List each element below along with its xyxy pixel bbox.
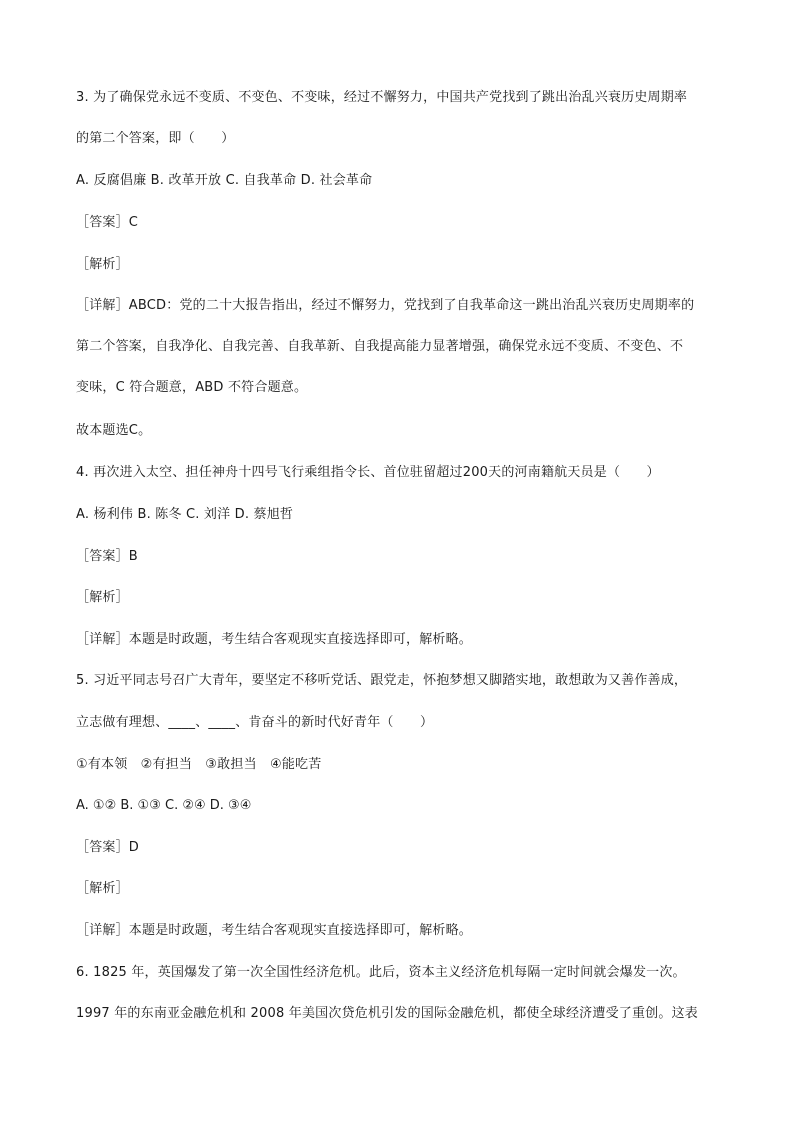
question-3-detail-line-1: ［详解］ABCD：党的二十大报告指出，经过不懈努力，党找到了自我革命这一跳出治乱兴衰历史周期率的 [76,298,695,313]
question-3-detail-line-2: 第二个答案，自我净化、自我完善、自我革新、自我提高能力显著增强，确保党永远不变质、不变色、不 [76,339,684,354]
question-4-stem: 4. 再次进入太空、担任神舟十四号飞行乘组指令长、首位驻留超过200天的河南籍航天员是（ ） [76,465,660,480]
question-3-stem-line-2: 的第二个答案，即（ ） [76,131,235,146]
question-5-choices: ①有本领 ②有担当 ③敢担当 ④能吃苦 [76,757,322,772]
question-3-conclusion: 故本题选C。 [76,423,152,438]
question-3-options: A. 反腐倡廉 B. 改革开放 C. 自我革命 D. 社会革命 [76,173,373,188]
question-5-answer: ［答案］D [76,840,140,855]
question-4-detail: ［详解］本题是时政题，考生结合客观现实直接选择即可，解析略。 [76,632,473,647]
question-5-options: A. ①② B. ①③ C. ②④ D. ③④ [76,798,252,813]
question-5-analysis-heading: ［解析］ [76,881,129,896]
question-4-options: A. 杨利伟 B. 陈冬 C. 刘洋 D. 蔡旭哲 [76,507,294,522]
question-5-stem-line-2: 立志做有理想、____、____、肯奋斗的新时代好青年（ ） [76,715,434,730]
question-5-detail: ［详解］本题是时政题，考生结合客观现实直接选择即可，解析略。 [76,923,473,938]
question-4-answer: ［答案］B [76,549,138,564]
question-6-stem-line-1: 6. 1825 年，英国爆发了第一次全国性经济危机。此后，资本主义经济危机每隔一定时间就会爆发一次。 [76,965,686,980]
question-3-stem-line-1: 3. 为了确保党永远不变质、不变色、不变味，经过不懈努力，中国共产党找到了跳出治乱兴衰历史周期率 [76,90,688,105]
question-3-analysis-heading: ［解析］ [76,257,129,272]
question-6-stem-line-2: 1997 年的东南亚金融危机和 2008 年美国次贷危机引发的国际金融危机，都使全球经济遭受了重创。这表 [76,1006,698,1021]
question-4-analysis-heading: ［解析］ [76,590,129,605]
question-3-answer: ［答案］C [76,215,139,230]
question-3-detail-line-3: 变味，C 符合题意，ABD 不符合题意。 [76,380,308,395]
question-5-stem-line-1: 5. 习近平同志号召广大青年，要坚定不移听党话、跟党走，怀抱梦想又脚踏实地，敢想敢为又善作善成， [76,673,688,688]
